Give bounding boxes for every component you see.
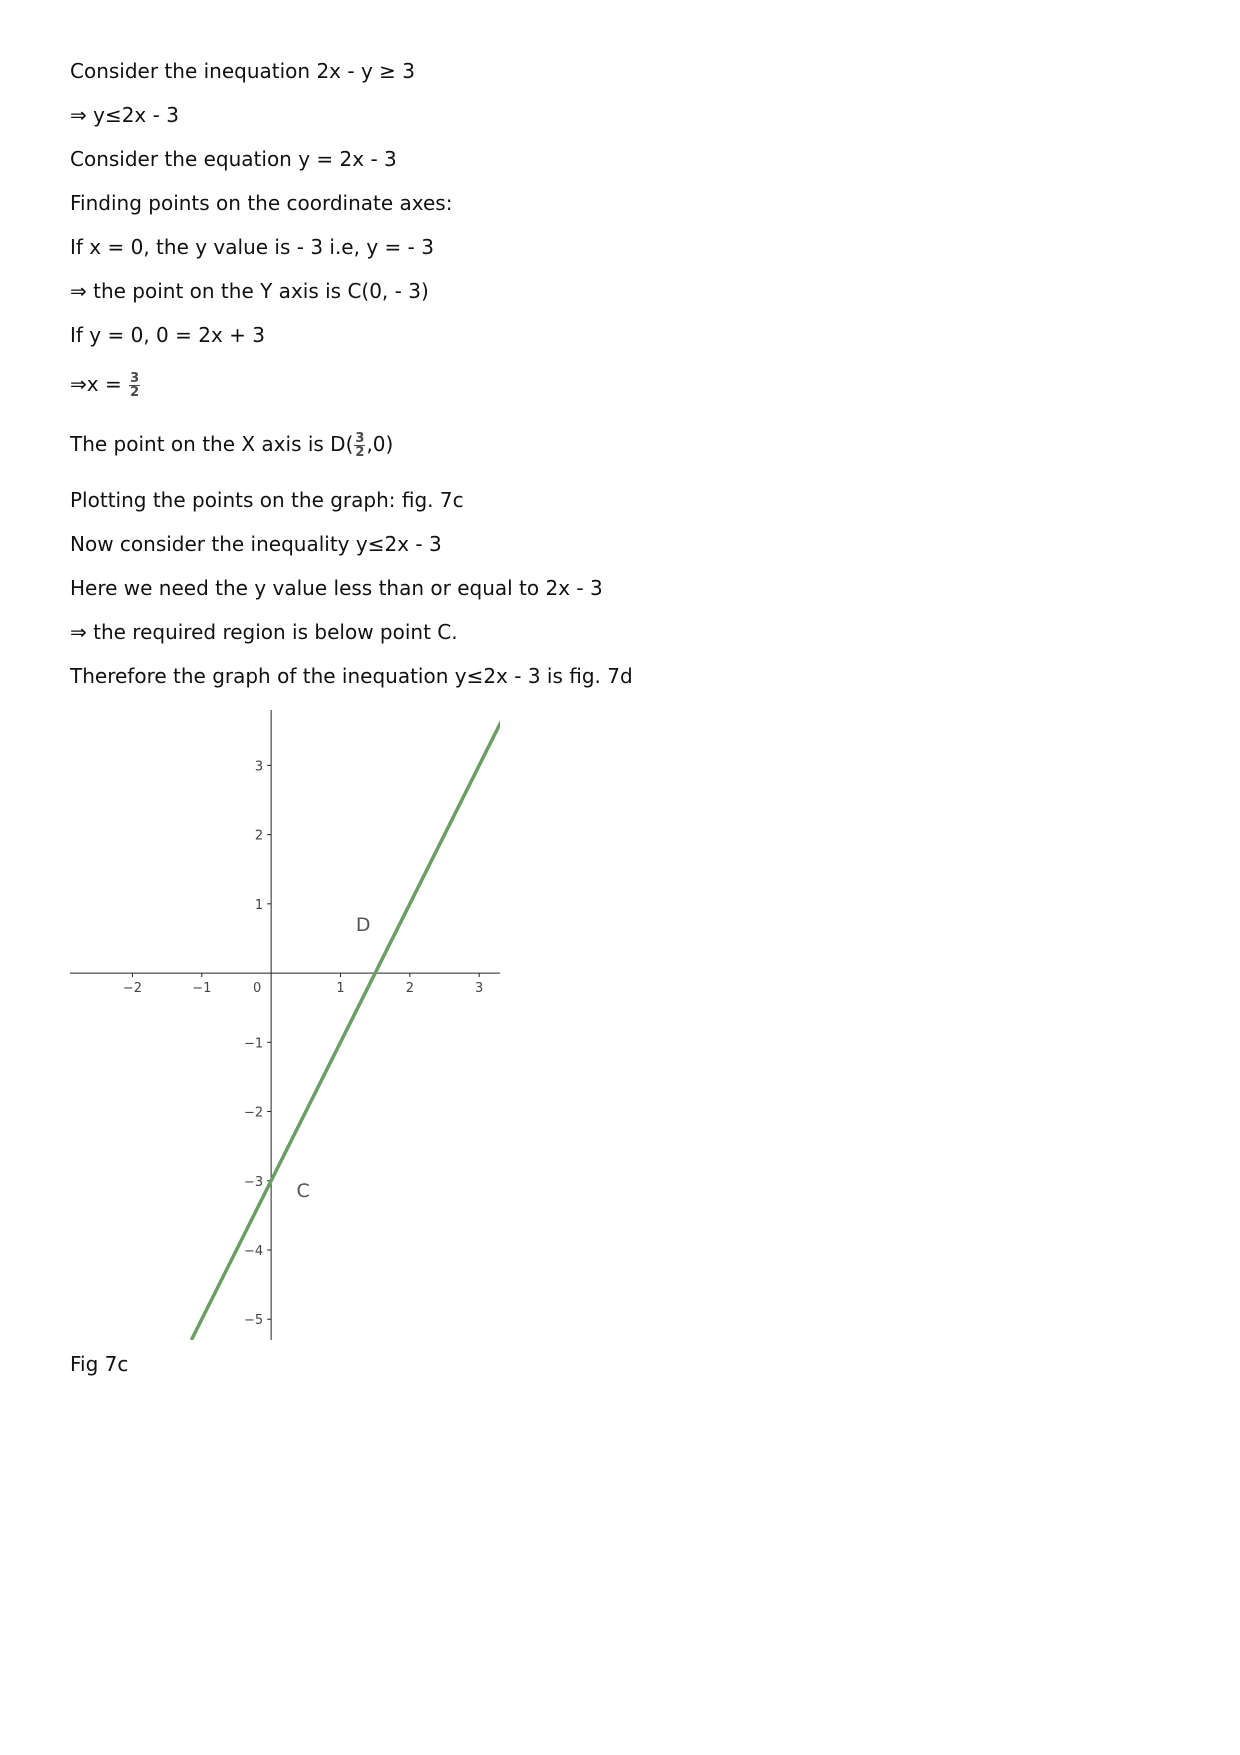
text-line: Therefore the graph of the inequation y≤2x - 3 is fig. 7d <box>70 664 633 688</box>
point-label-d: D <box>355 914 371 937</box>
text-line: ⇒ the required region is below point C. <box>70 620 458 644</box>
y-tick-label: −5 <box>243 1313 264 1329</box>
fraction-numerator: 3 <box>130 371 140 386</box>
x-result-prefix: ⇒x = <box>70 372 129 396</box>
x-tick-label: −1 <box>192 981 212 997</box>
text-line: Now consider the inequality y≤2x - 3 <box>70 532 442 556</box>
y-tick-label: −4 <box>243 1244 264 1259</box>
y-tick-label: −2 <box>243 1105 264 1121</box>
fraction-denominator: 2 <box>130 385 140 400</box>
series-line <box>191 717 500 1340</box>
d-point-line <box>70 432 393 459</box>
d-point-prefix: The point on the X axis is D( <box>70 432 354 456</box>
x-tick-label: 3 <box>475 981 484 997</box>
x-tick-label: 2 <box>405 981 414 997</box>
x-tick-label: 1 <box>336 981 345 997</box>
x-tick-label: 0 <box>252 981 262 997</box>
y-tick-label: −1 <box>243 1036 264 1052</box>
y-tick-label: 2 <box>254 828 264 844</box>
d-point-suffix: ,0) <box>366 432 394 456</box>
figure-caption: Fig 7c <box>70 1352 129 1376</box>
text-line: Consider the inequation 2x - y ≥ 3 <box>70 59 415 83</box>
text-line: Finding points on the coordinate axes: <box>70 191 453 215</box>
text-line: If x = 0, the y value is - 3 i.e, y = - 3 <box>70 235 434 259</box>
point-label-c: C <box>296 1179 310 1202</box>
text-line: If y = 0, 0 = 2x + 3 <box>70 323 265 347</box>
fraction-denominator: 2 <box>355 445 365 460</box>
y-tick-label: 1 <box>254 897 264 913</box>
text-line: Plotting the points on the graph: fig. 7c <box>70 488 464 512</box>
text-line: ⇒ y≤2x - 3 <box>70 103 179 127</box>
text-line: ⇒ the point on the Y axis is C(0, - 3) <box>70 279 429 303</box>
x-result-line <box>70 372 141 399</box>
x-tick-label: −2 <box>122 981 143 997</box>
line-graph <box>70 710 500 1340</box>
y-tick-label: 3 <box>254 759 264 775</box>
fraction-numerator: 3 <box>355 431 365 446</box>
fraction <box>129 372 140 399</box>
text-line: Consider the equation y = 2x - 3 <box>70 147 397 171</box>
fraction <box>354 432 365 459</box>
y-tick-label: −3 <box>243 1174 264 1190</box>
text-line: Here we need the y value less than or equal to 2x - 3 <box>70 576 603 600</box>
